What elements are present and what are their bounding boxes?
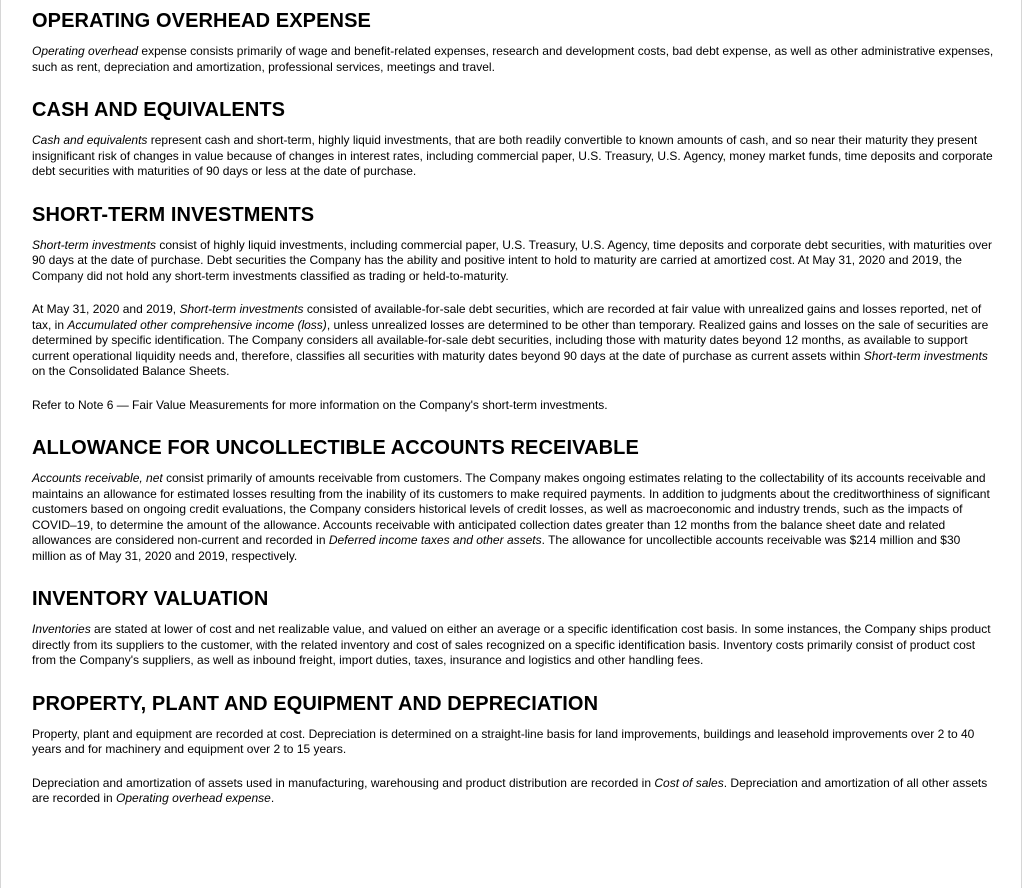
paragraph-inventory xyxy=(32,622,994,669)
text-ppe-2c: . xyxy=(270,791,275,805)
heading-cash-equivalents: CASH AND EQUIVALENTS xyxy=(32,99,286,121)
term-short-term-investments: Short-term investments xyxy=(32,237,157,252)
paragraph-cash-equivalents xyxy=(32,133,994,180)
text-short-term-1: consist of highly liquid investments, including commercial paper, U.S. Treasury, U.S. Agency, time deposits and corporate debt securities, with maturities over 90 days at the date of purchase. Debt securities the Company has the ability and positive intent to hold to maturity are carried at amortized cost. At May 31, 2020 and 2019, the Company did not hold any short-term investments classified as trading or held-to-maturity. xyxy=(32,237,992,283)
heading-allowance: ALLOWANCE FOR UNCOLLECTIBLE ACCOUNTS RECEIVABLE xyxy=(32,437,639,459)
term-operating-overhead-expense: Operating overhead expense xyxy=(116,791,271,805)
text-allowance-b: . The allowance for uncollectible accounts receivable was $214 million and $30 million as of May 31, 2020 and 2019, respectively. xyxy=(32,533,961,563)
term-cash-equivalents: Cash and equivalents xyxy=(32,133,148,147)
heading-inventory: INVENTORY VALUATION xyxy=(32,588,269,610)
heading-operating-overhead: OPERATING OVERHEAD EXPENSE xyxy=(32,10,371,32)
text-operating-overhead: expense consists primarily of wage and benefit-related expenses, research and development costs, bad debt expense, as well as other administrative expenses, such as rent, depreciation and amortization, professional services, meetings and travel. xyxy=(32,44,994,74)
text-allowance-a: consist primarily of amounts receivable from customers. The Company makes ongoing estimates relating to the collectability of its accounts receivable and maintains an allowance for estimated losses resulting from the inability of its customers to make required payments. In addition to judgments about the creditworthiness of significant customers based on ongoing credit evaluations, the Company considers historical levels of credit losses, as well as macroeconomic and industry trends, such as the impacts of COVID–19, to determine the amount of the allowance. Accounts receivable with anticipated collection dates greater than 12 months from the balance sheet date and related allowances are considered non-current and recorded in xyxy=(32,471,990,547)
section-short-term-investments xyxy=(32,203,994,414)
text-short-term-2d: on the Consolidated Balance Sheets. xyxy=(32,364,230,378)
section-inventory xyxy=(32,587,994,669)
section-allowance xyxy=(32,436,994,564)
text-short-term-2c: , unless unrealized losses are determined to be other than temporary. Realized gains and losses on the sale of securities are determined by specific identification. The Company considers all available-for-sale debt securities, including those with maturity dates beyond 12 months, as available to support current operational liquidity needs and, therefore, classifies all securities with maturity dates beyond 90 days at the date of purchase as current assets within xyxy=(32,317,989,363)
paragraph-short-term-3: Refer to Note 6 — Fair Value Measurements for more information on the Company's short-term investments. xyxy=(32,397,608,412)
paragraph-short-term-2 xyxy=(32,302,994,380)
paragraph-ppe-1: Property, plant and equipment are recorded at cost. Depreciation is determined on a straight-line basis for land improvements, buildings and leasehold improvements over 2 to 40 years and for machinery and equipment over 2 to 15 years. xyxy=(32,726,975,756)
term-operating-overhead: Operating overhead xyxy=(32,44,139,58)
term-inventories: Inventories xyxy=(32,622,91,636)
term-deferred-income-taxes: Deferred income taxes and other assets xyxy=(328,533,542,547)
heading-short-term-investments: SHORT-TERM INVESTMENTS xyxy=(32,203,315,226)
paragraph-ppe-2 xyxy=(32,776,994,807)
document-content xyxy=(32,9,994,807)
text-inventory: are stated at lower of cost and net realizable value, and valued on either an average or a specific identification cost basis. In some instances, the Company ships product directly from its suppliers to the customer, with the related inventory and cost of sales recognized on a specific identification basis. Inventory costs primarily consist of product cost from the Company's suppliers, as well as inbound freight, import duties, taxes, insurance and logistics and other handling fees. xyxy=(32,622,991,667)
term-short-term-investments-2: Short-term investments xyxy=(179,302,304,316)
text-ppe-2a: Depreciation and amortization of assets used in manufacturing, warehousing and product distribution are recorded in xyxy=(32,775,655,790)
text-short-term-2b: consisted of available-for-sale debt securities, which are recorded at fair value with unrealized gains and losses reported, net of tax, in xyxy=(32,302,982,332)
heading-ppe: PROPERTY, PLANT AND EQUIPMENT AND DEPRECIATION xyxy=(32,692,599,715)
section-cash-equivalents xyxy=(32,98,994,180)
term-accounts-receivable: Accounts receivable, net xyxy=(32,471,163,485)
paragraph-operating-overhead xyxy=(32,44,994,75)
term-cost-of-sales: Cost of sales xyxy=(654,775,724,790)
text-cash-equivalents: represent cash and short-term, highly liquid investments, that are both readily convertible to known amounts of cash, and so near their maturity they present insignificant risk of changes in value because of changes in interest rates, including commercial paper, U.S. Treasury, U.S. Agency, money market funds, time deposits and corporate debt securities with maturities of 90 days or less at the date of purchase. xyxy=(32,133,993,178)
term-aoci: Accumulated other comprehensive income (loss) xyxy=(67,317,327,332)
text-ppe-2b: . Depreciation and amortization of all other assets are recorded in xyxy=(32,775,988,805)
paragraph-allowance xyxy=(32,471,994,564)
section-ppe xyxy=(32,692,994,807)
term-short-term-investments-3: Short-term investments xyxy=(863,348,988,363)
section-operating-overhead xyxy=(32,9,994,75)
text-short-term-2a: At May 31, 2020 and 2019, xyxy=(32,302,180,316)
paragraph-short-term-1 xyxy=(32,238,994,285)
